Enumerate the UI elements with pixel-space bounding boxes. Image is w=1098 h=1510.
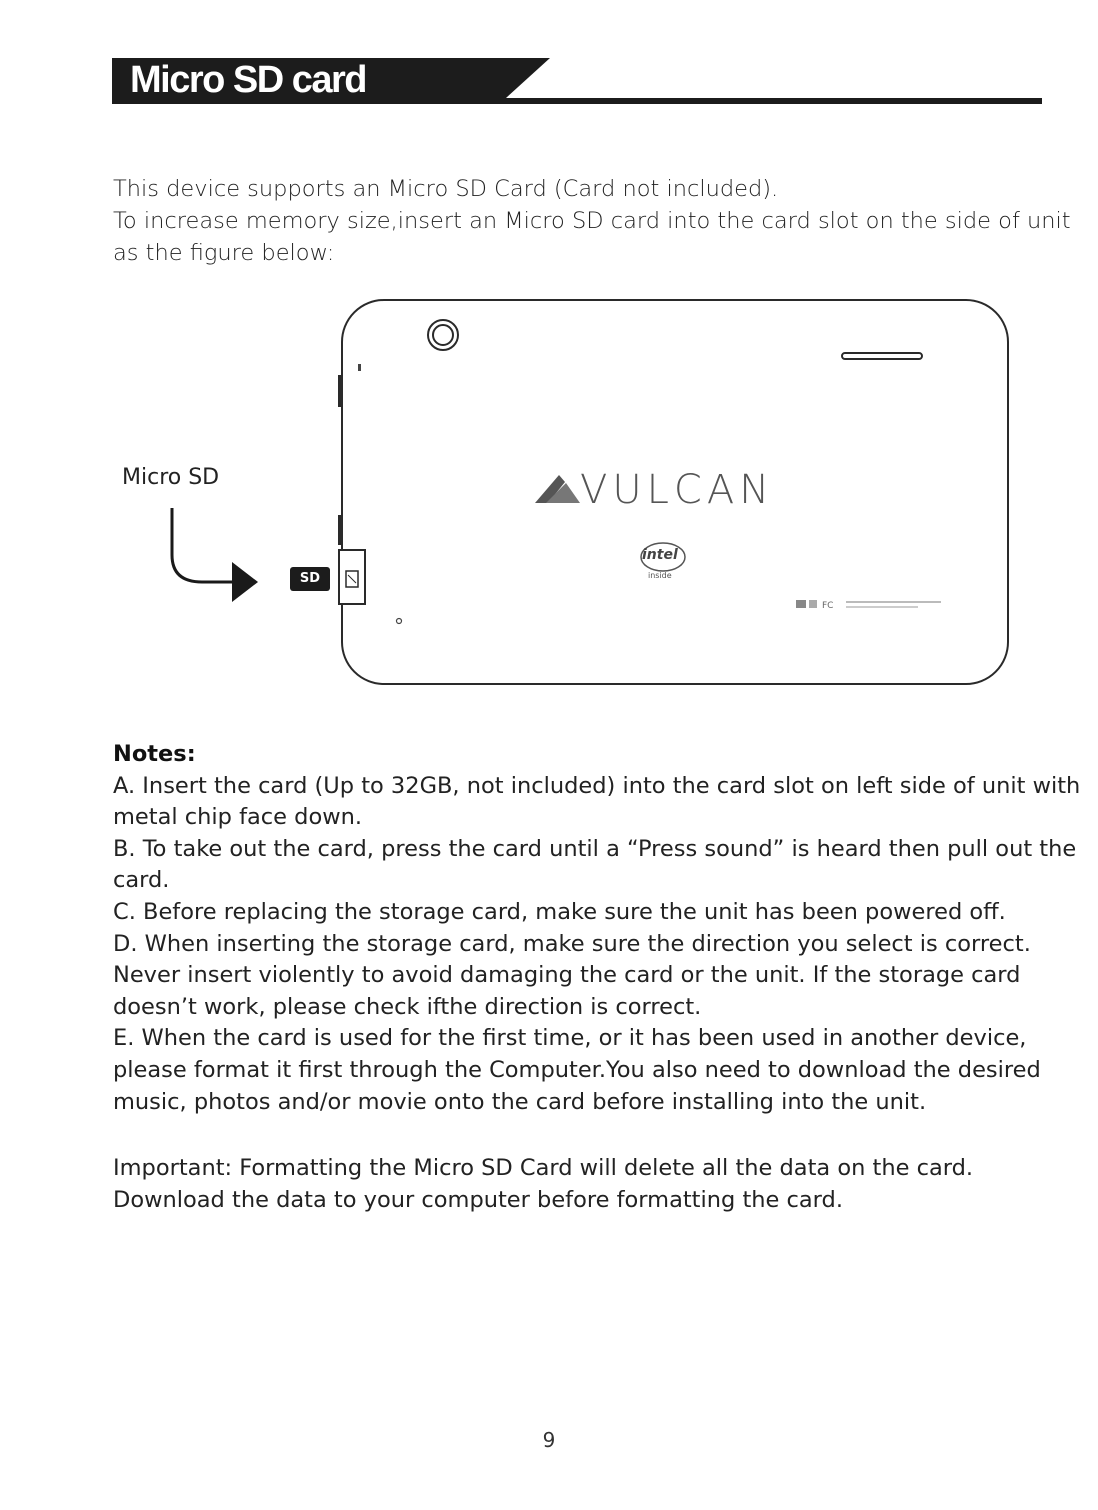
section-header	[112, 58, 1042, 104]
device-figure	[110, 295, 1030, 695]
sd-card-icon: SD	[290, 567, 330, 591]
important-line-2: Download the data to your computer before formatting the card.	[113, 1187, 843, 1213]
notes-section	[113, 739, 1088, 1118]
note-d: D. When inserting the storage card, make sure the direction you select is correct. Never insert violently to avoid damaging the card or the unit. If the storage card doesn’t work, please check ifthe direction is correct.	[113, 930, 1031, 1020]
important-line-1: Important: Formatting the Micro SD Card will delete all the data on the card.	[113, 1155, 974, 1181]
svg-text:FC: FC	[822, 601, 834, 611]
note-c: C. Before replacing the storage card, make sure the unit has been powered off.	[113, 898, 1006, 925]
note-e: E. When the card is used for the first time, or it has been used in another device, please format it first through the Computer.You also need to download the desired music, photos and/or movie onto the card before installing into the unit.	[113, 1025, 1041, 1115]
intel-logo-text: intel	[642, 547, 678, 563]
important-section	[113, 1152, 1088, 1216]
micro-sd-label: Micro SD	[122, 465, 220, 490]
intro-text	[113, 173, 1073, 269]
intel-inside-text: inside	[648, 571, 672, 580]
intro-line-2: To increase memory size,insert an Micro SD card into the card slot on the side of unit as the figure below:	[113, 208, 1071, 266]
brand-logo-text: VULCAN	[580, 467, 775, 513]
notes-title: Notes:	[113, 741, 196, 767]
page-title: Micro SD card	[130, 59, 367, 101]
intro-line-1: This device supports an Micro SD Card (Card not included).	[113, 176, 779, 202]
page-number: 9	[542, 1428, 556, 1452]
tablet-illustration	[110, 295, 1030, 695]
note-b: B. To take out the card, press the card until a “Press sound” is heard then pull out the card.	[113, 835, 1077, 894]
note-a: A. Insert the card (Up to 32GB, not included) into the card slot on left side of unit with metal chip face down.	[113, 772, 1081, 831]
